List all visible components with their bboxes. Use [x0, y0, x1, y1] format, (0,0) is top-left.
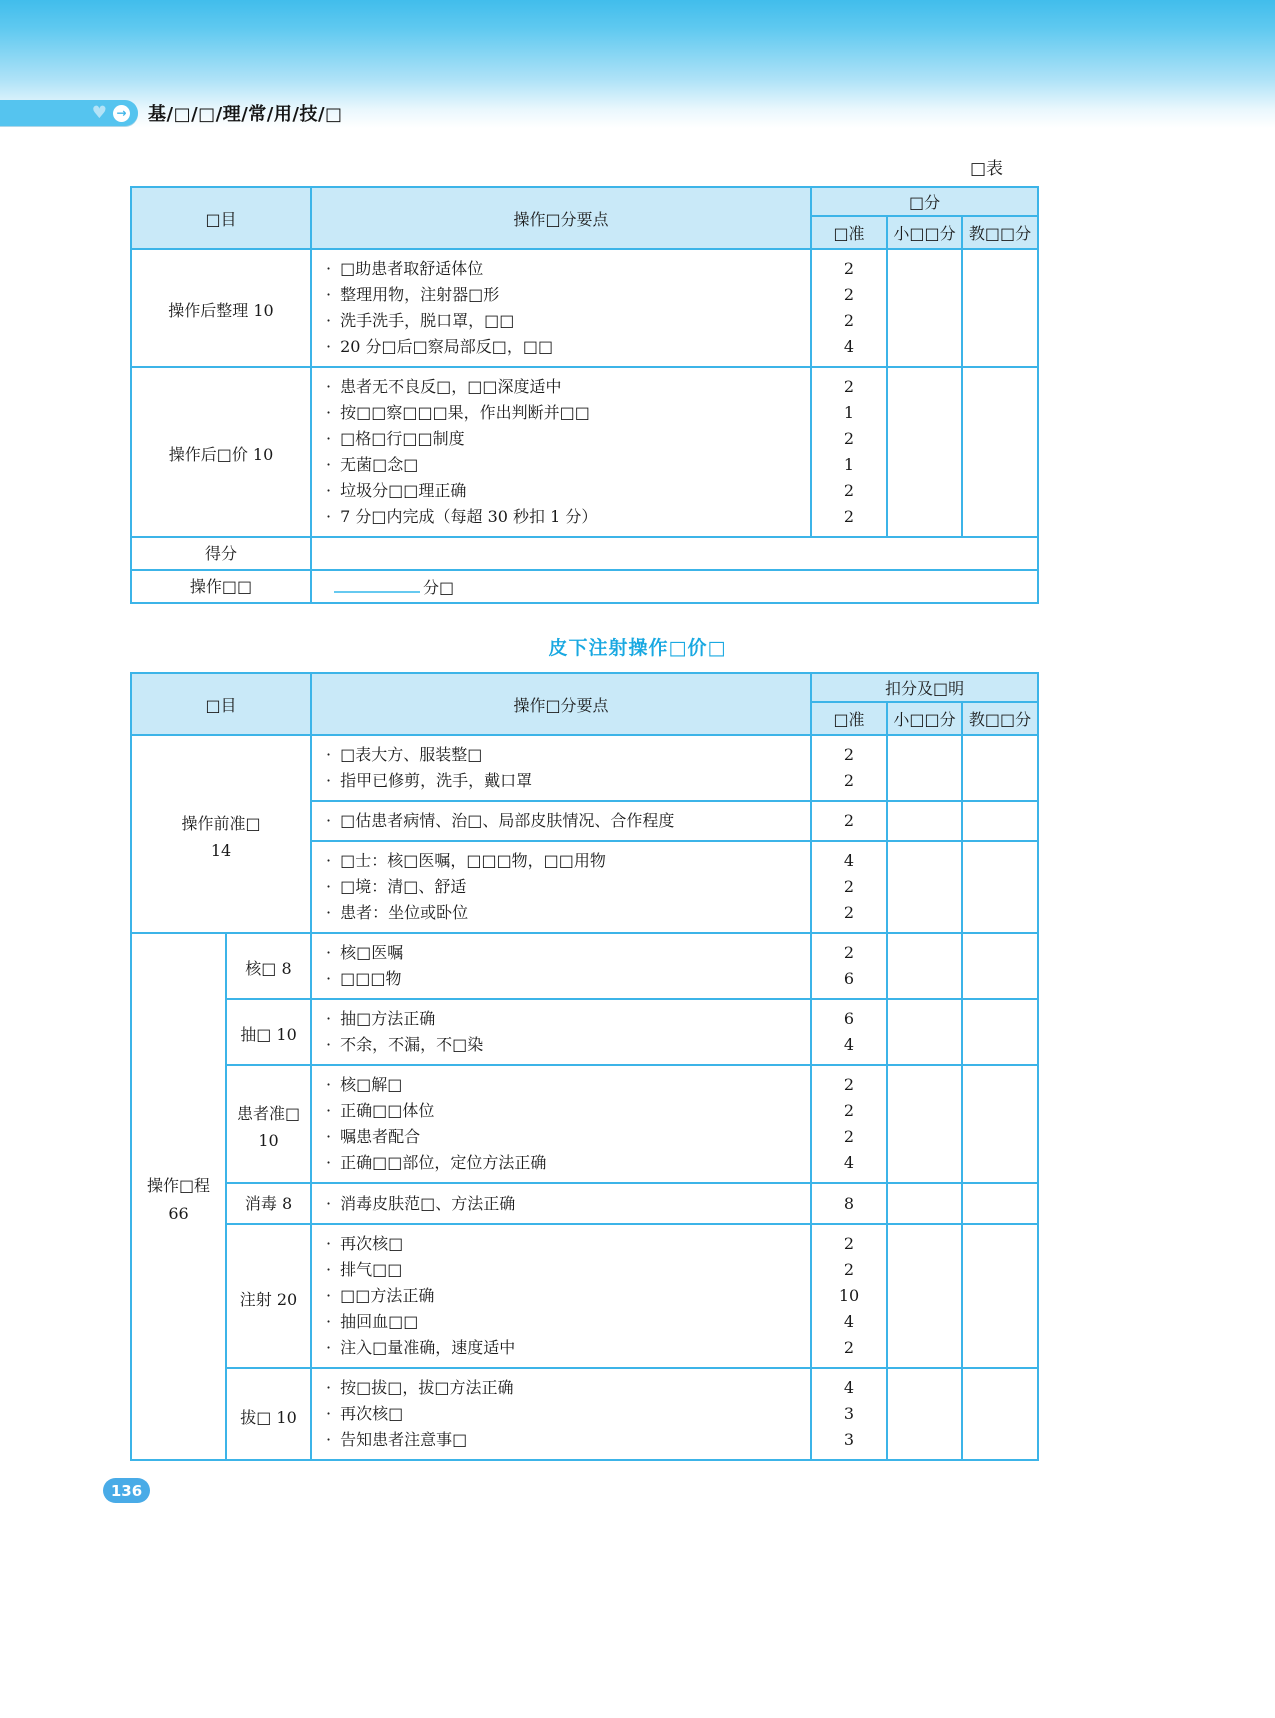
blank-line: [334, 577, 420, 593]
subsection-label-cell: 患者准□ 10: [226, 1065, 311, 1183]
header-points-cell: 操作□分要点: [311, 187, 811, 249]
score-small-cell: [887, 1427, 962, 1460]
score-teacher-cell: [962, 735, 1038, 768]
score-small-cell: [887, 452, 962, 478]
item-text: 无菌□念□: [340, 455, 419, 474]
item-text-cell: [311, 801, 811, 841]
score-standard-cell: 2: [811, 1065, 887, 1098]
chapter-title: 基/□/□/理/常/用/技/□: [148, 104, 343, 125]
item-text: 垃圾分□□理正确: [340, 481, 467, 500]
item-text-cell: [311, 1401, 811, 1427]
header-small-group-cell: 小□□分: [887, 216, 962, 249]
score-small-cell: [887, 1124, 962, 1150]
header-score-group-cell: □分: [811, 187, 1038, 216]
item-text: □士：核□医嘱，□□□物，□□用物: [340, 851, 606, 870]
item-text: 7 分□内完成（每超 30 秒扣 1 分）: [340, 507, 598, 526]
score-small-cell: [887, 735, 962, 768]
bullet-icon: ·: [326, 1193, 332, 1213]
item-text: 排气□□: [340, 1260, 403, 1280]
score-standard-cell: 1: [811, 452, 887, 478]
bullet-icon: ·: [326, 1378, 332, 1398]
item-text-cell: [311, 1309, 811, 1335]
score-teacher-cell: [962, 1124, 1038, 1150]
item-text: 消毒皮肤范□、方法正确: [340, 1193, 516, 1213]
score-teacher-cell: [962, 400, 1038, 426]
score-standard-cell: 2: [811, 249, 887, 282]
score-teacher-cell: [962, 1257, 1038, 1283]
item-text-cell: [311, 308, 811, 334]
score-small-cell: [887, 282, 962, 308]
table-row: [131, 1224, 1038, 1257]
bullet-icon: ·: [326, 1404, 332, 1424]
table-row: [131, 1368, 1038, 1401]
item-text-cell: [311, 966, 811, 999]
score-small-cell: [887, 999, 962, 1032]
table-row: [131, 1065, 1038, 1098]
section-label-cell: 操作后整理 10: [131, 249, 311, 367]
result-label-cell: 操作□□: [131, 570, 311, 603]
bullet-icon: ·: [326, 507, 332, 526]
bullet-icon: ·: [326, 877, 332, 896]
score-teacher-cell: [962, 801, 1038, 841]
score-teacher-cell: [962, 1335, 1038, 1368]
page-number-badge: 136: [103, 1478, 150, 1503]
item-text: □境：清□、舒适: [340, 877, 467, 896]
section-points: 14: [210, 841, 232, 860]
section-label: 操作前准□: [181, 813, 261, 833]
table-row: [131, 735, 1038, 768]
score-standard-cell: 4: [811, 334, 887, 367]
score-teacher-cell: [962, 933, 1038, 966]
score-standard-cell: 10: [811, 1283, 887, 1309]
score-standard-cell: 2: [811, 504, 887, 537]
score-teacher-cell: [962, 426, 1038, 452]
header-standard-cell: □准: [811, 216, 887, 249]
item-text-cell: [311, 1183, 811, 1224]
bullet-icon: ·: [326, 1009, 332, 1028]
score-teacher-cell: [962, 334, 1038, 367]
item-text: 再次核□: [340, 1234, 404, 1254]
header-teacher-cell: 教□□分: [962, 702, 1038, 735]
score-small-cell: [887, 1283, 962, 1309]
item-text-cell: [311, 478, 811, 504]
item-text: 20 分□后□察局部反□，□□: [340, 337, 554, 356]
item-text-cell: [311, 1283, 811, 1309]
section-label: 操作□程: [146, 1176, 211, 1196]
bullet-icon: ·: [326, 337, 332, 356]
bullet-icon: ·: [326, 403, 332, 422]
score-teacher-cell: [962, 1098, 1038, 1124]
item-text: 正确□□部位，定位方法正确: [340, 1153, 547, 1172]
score-standard-cell: 2: [811, 801, 887, 841]
item-text: 抽回血□□: [340, 1312, 419, 1332]
score-teacher-cell: [962, 308, 1038, 334]
total-score-label-cell: 得分: [131, 537, 311, 570]
table-row: [131, 1183, 1038, 1224]
bullet-icon: ·: [326, 771, 332, 790]
score-small-cell: [887, 334, 962, 367]
score-teacher-cell: [962, 1183, 1038, 1224]
score-small-cell: [887, 1257, 962, 1283]
bullet-icon: ·: [326, 1430, 332, 1450]
bullet-icon: ·: [326, 1338, 332, 1358]
bullet-icon: ·: [326, 481, 332, 500]
item-text: 整理用物，注射器□形: [340, 285, 500, 304]
item-text: 告知患者注意事□: [340, 1430, 468, 1450]
subsection-label-cell: 消毒 8: [226, 1183, 311, 1224]
item-text: 不余，不漏，不□染: [340, 1035, 484, 1054]
score-standard-cell: 4: [811, 1032, 887, 1065]
score-small-cell: [887, 249, 962, 282]
arrow-circle-icon: →: [113, 105, 130, 122]
item-text-cell: [311, 1124, 811, 1150]
score-standard-cell: 2: [811, 735, 887, 768]
score-teacher-cell: [962, 1427, 1038, 1460]
item-text-cell: [311, 1427, 811, 1460]
score-standard-cell: 2: [811, 1098, 887, 1124]
bullet-icon: ·: [326, 1035, 332, 1054]
score-teacher-cell: [962, 367, 1038, 400]
item-text: □表大方、服装整□: [340, 745, 483, 764]
score-small-cell: [887, 478, 962, 504]
score-standard-cell: 4: [811, 1309, 887, 1335]
score-teacher-cell: [962, 1401, 1038, 1427]
table-row: [131, 999, 1038, 1032]
score-standard-cell: 4: [811, 841, 887, 874]
score-small-cell: [887, 1183, 962, 1224]
bullet-icon: ·: [326, 311, 332, 330]
table-row: [131, 367, 1038, 400]
bullet-icon: ·: [326, 811, 332, 830]
bullet-icon: ·: [326, 969, 332, 988]
score-standard-cell: 2: [811, 282, 887, 308]
item-text: □助患者取舒适体位: [340, 259, 484, 278]
item-text: □□□物: [340, 969, 402, 988]
item-text-cell: [311, 367, 811, 400]
header-small-group-cell: 小□□分: [887, 702, 962, 735]
item-text-cell: [311, 874, 811, 900]
item-text-cell: [311, 999, 811, 1032]
item-text: 注入□量准确，速度适中: [340, 1338, 516, 1358]
bullet-icon: ·: [326, 1153, 332, 1172]
heart-icon: ♥: [91, 102, 107, 123]
section-points: 66: [168, 1203, 189, 1223]
bullet-icon: ·: [326, 455, 332, 474]
item-text-cell: [311, 900, 811, 933]
score-small-cell: [887, 801, 962, 841]
score-standard-cell: 6: [811, 999, 887, 1032]
bullet-icon: ·: [326, 903, 332, 922]
item-text-cell: [311, 1335, 811, 1368]
score-standard-cell: 4: [811, 1368, 887, 1401]
score-standard-cell: 2: [811, 367, 887, 400]
item-text-cell: [311, 1224, 811, 1257]
continuation-label: □表: [969, 159, 1003, 179]
score-standard-cell: 8: [811, 1183, 887, 1224]
item-text: 正确□□体位: [340, 1101, 435, 1120]
score-teacher-cell: [962, 1368, 1038, 1401]
item-text: 患者无不良反□，□□深度适中: [340, 377, 562, 396]
header-item-cell: □目: [131, 673, 311, 735]
score-small-cell: [887, 1098, 962, 1124]
score-small-cell: [887, 966, 962, 999]
item-text: 患者：坐位或卧位: [340, 903, 469, 922]
score-small-cell: [887, 1224, 962, 1257]
table-header-row: [131, 673, 1038, 702]
table-row: [131, 933, 1038, 966]
score-teacher-cell: [962, 478, 1038, 504]
score-teacher-cell: [962, 282, 1038, 308]
bullet-icon: ·: [326, 1234, 332, 1254]
item-text-cell: [311, 1150, 811, 1183]
bullet-icon: ·: [326, 259, 332, 278]
bullet-icon: ·: [326, 285, 332, 304]
item-text-cell: [311, 1032, 811, 1065]
item-text-cell: [311, 400, 811, 426]
score-small-cell: [887, 1401, 962, 1427]
subsection-label-cell: 注射 20: [226, 1224, 311, 1368]
score-standard-cell: 3: [811, 1401, 887, 1427]
score-small-cell: [887, 1368, 962, 1401]
item-text-cell: [311, 1098, 811, 1124]
score-teacher-cell: [962, 841, 1038, 874]
score-small-cell: [887, 900, 962, 933]
score-standard-cell: 2: [811, 874, 887, 900]
score-small-cell: [887, 1309, 962, 1335]
score-standard-cell: 2: [811, 1335, 887, 1368]
bullet-icon: ·: [326, 943, 332, 962]
total-score-row: [131, 537, 1038, 570]
subsection-label-cell: 抽□ 10: [226, 999, 311, 1065]
header-teacher-cell: 教□□分: [962, 216, 1038, 249]
score-small-cell: [887, 768, 962, 801]
header-item-cell: □目: [131, 187, 311, 249]
score-standard-cell: 2: [811, 478, 887, 504]
result-row: [131, 570, 1038, 603]
item-text: □估患者病情、治□、局部皮肤情况、合作程度: [340, 811, 675, 830]
bullet-icon: ·: [326, 1101, 332, 1120]
item-text-cell: [311, 933, 811, 966]
result-entry-cell: [311, 570, 1038, 603]
item-text: 核□解□: [340, 1075, 403, 1094]
item-text-cell: [311, 768, 811, 801]
item-text-cell: [311, 504, 811, 537]
item-text: 按□□察□□□果，作出判断并□□: [340, 403, 590, 422]
score-standard-cell: 2: [811, 1257, 887, 1283]
score-standard-cell: 2: [811, 426, 887, 452]
score-small-cell: [887, 1150, 962, 1183]
score-teacher-cell: [962, 504, 1038, 537]
item-text-cell: [311, 282, 811, 308]
score-teacher-cell: [962, 1309, 1038, 1335]
header-points-cell: 操作□分要点: [311, 673, 811, 735]
item-text: 按□拔□，拔□方法正确: [340, 1378, 514, 1398]
bullet-icon: ·: [326, 1312, 332, 1332]
bullet-icon: ·: [326, 1260, 332, 1280]
header-deduction-group-cell: 扣分及□明: [811, 673, 1038, 702]
score-small-cell: [887, 841, 962, 874]
score-standard-cell: 6: [811, 966, 887, 999]
item-text: 指甲已修剪，洗手，戴口罩: [340, 771, 533, 790]
item-text-cell: [311, 334, 811, 367]
evaluation-table: [130, 672, 1039, 1461]
item-text: 再次核□: [340, 1404, 404, 1424]
score-standard-cell: 4: [811, 1150, 887, 1183]
score-teacher-cell: [962, 966, 1038, 999]
header-standard-cell: □准: [811, 702, 887, 735]
item-text-cell: [311, 1065, 811, 1098]
bullet-icon: ·: [326, 429, 332, 448]
chapter-tab: [0, 100, 138, 126]
score-small-cell: [887, 1065, 962, 1098]
bullet-icon: ·: [326, 1075, 332, 1094]
score-small-cell: [887, 933, 962, 966]
item-text: □格□行□□制度: [340, 429, 465, 448]
table-title: 皮下注射操作□价□: [548, 637, 727, 659]
continuation-table: [130, 186, 1039, 604]
score-teacher-cell: [962, 900, 1038, 933]
score-small-cell: [887, 1032, 962, 1065]
score-standard-cell: 2: [811, 308, 887, 334]
result-unit: 分□: [423, 578, 455, 597]
score-teacher-cell: [962, 1283, 1038, 1309]
score-small-cell: [887, 874, 962, 900]
score-small-cell: [887, 1335, 962, 1368]
item-text-cell: [311, 249, 811, 282]
score-teacher-cell: [962, 999, 1038, 1032]
item-text-cell: [311, 1257, 811, 1283]
item-text-cell: [311, 452, 811, 478]
item-text-cell: [311, 841, 811, 874]
subsection-label-cell: 核□ 8: [226, 933, 311, 999]
score-teacher-cell: [962, 768, 1038, 801]
table-header-row: [131, 187, 1038, 216]
subsection-label-cell: 拔□ 10: [226, 1368, 311, 1460]
score-small-cell: [887, 367, 962, 400]
score-small-cell: [887, 504, 962, 537]
score-standard-cell: 2: [811, 1224, 887, 1257]
score-standard-cell: 2: [811, 933, 887, 966]
score-standard-cell: 1: [811, 400, 887, 426]
score-teacher-cell: [962, 1032, 1038, 1065]
item-text: 抽□方法正确: [340, 1009, 436, 1028]
bullet-icon: ·: [326, 1127, 332, 1146]
score-small-cell: [887, 400, 962, 426]
section-label-cell: [131, 933, 226, 1460]
bullet-icon: ·: [326, 377, 332, 396]
item-text: 核□医嘱: [340, 943, 404, 962]
score-standard-cell: 2: [811, 900, 887, 933]
score-small-cell: [887, 308, 962, 334]
bullet-icon: ·: [326, 1286, 332, 1306]
total-score-entry-cell: [311, 537, 1038, 570]
score-standard-cell: 2: [811, 1124, 887, 1150]
item-text: □□方法正确: [340, 1286, 435, 1306]
score-teacher-cell: [962, 1065, 1038, 1098]
item-text: 洗手洗手，脱口罩，□□: [340, 311, 515, 330]
score-standard-cell: 3: [811, 1427, 887, 1460]
score-teacher-cell: [962, 874, 1038, 900]
table-row: [131, 249, 1038, 282]
score-teacher-cell: [962, 1150, 1038, 1183]
score-teacher-cell: [962, 249, 1038, 282]
score-small-cell: [887, 426, 962, 452]
item-text-cell: [311, 735, 811, 768]
score-teacher-cell: [962, 1224, 1038, 1257]
item-text: 嘱患者配合: [340, 1127, 421, 1146]
score-standard-cell: 2: [811, 768, 887, 801]
section-label-cell: 操作后□价 10: [131, 367, 311, 537]
item-text-cell: [311, 426, 811, 452]
bullet-icon: ·: [326, 851, 332, 870]
bullet-icon: ·: [326, 745, 332, 764]
item-text-cell: [311, 1368, 811, 1401]
score-teacher-cell: [962, 452, 1038, 478]
section-label-cell: [131, 735, 311, 933]
